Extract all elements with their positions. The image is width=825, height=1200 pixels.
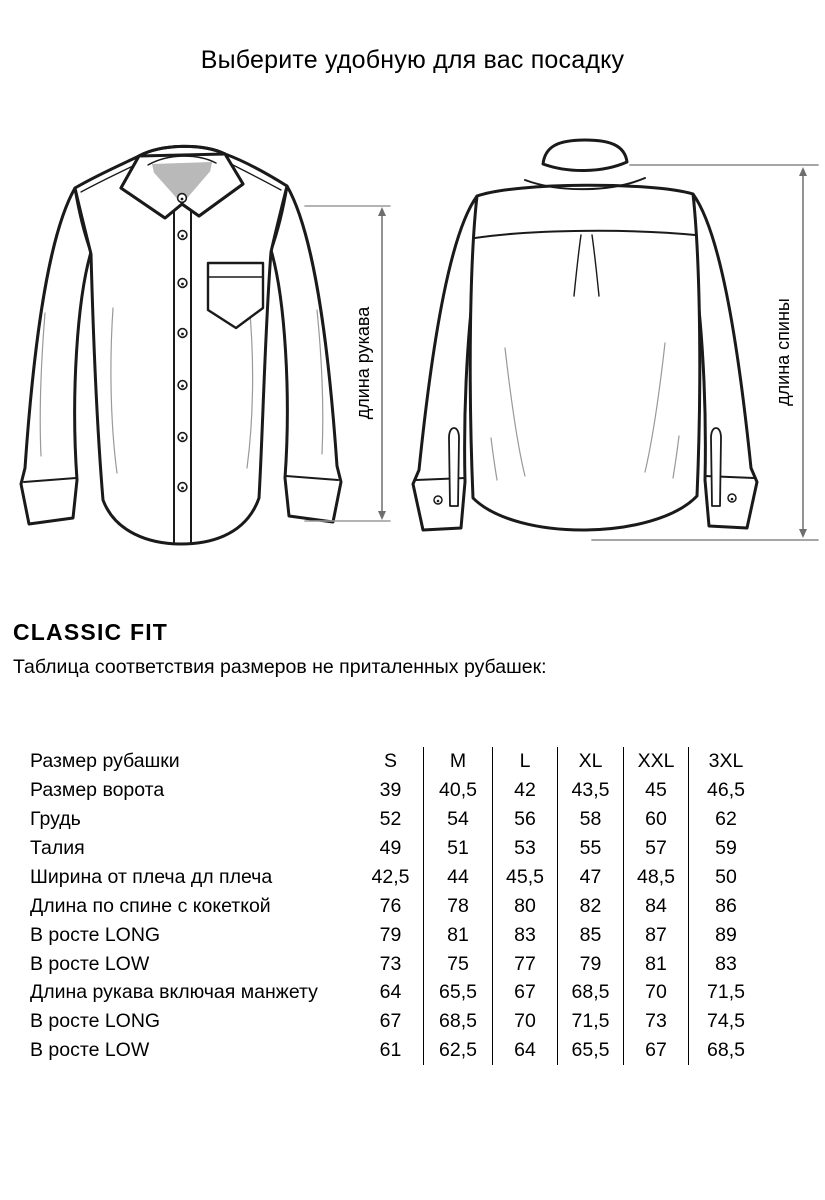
table-row — [30, 1036, 763, 1065]
cell: 65,5 — [423, 979, 492, 1008]
cell: 45 — [623, 776, 688, 805]
row-label: В росте LONG — [30, 923, 161, 946]
section-subtitle: Таблица соответствия размеров не приталенных рубашек: — [13, 656, 547, 678]
shirt-front-drawing — [21, 146, 341, 544]
size-header-s: S — [383, 749, 397, 772]
cell: 40,5 — [423, 776, 492, 805]
cell: 43,5 — [557, 776, 623, 805]
cell: 75 — [423, 950, 492, 979]
row-label: В росте LOW — [30, 952, 150, 975]
arrow-up-icon — [799, 167, 807, 176]
cell: 48,5 — [623, 863, 688, 892]
row-label: Длина по спине с кокеткой — [30, 894, 271, 917]
cell: 62,5 — [423, 1036, 492, 1065]
cell: 68,5 — [557, 979, 623, 1008]
cell: 89 — [688, 921, 763, 950]
cell: 49 — [379, 836, 402, 859]
cell: 61 — [379, 1039, 402, 1062]
front-dimension-label: длина рукава — [353, 306, 373, 420]
cell: 77 — [492, 950, 557, 979]
row-label: Ширина от плеча дл плеча — [30, 865, 273, 888]
cell: 67 — [379, 1010, 402, 1033]
cell: 87 — [623, 921, 688, 950]
table-row — [30, 805, 763, 834]
cell: 67 — [492, 979, 557, 1008]
cell: 44 — [423, 863, 492, 892]
cell: 68,5 — [423, 1007, 492, 1036]
size-table — [30, 747, 763, 1065]
cell: 73 — [379, 952, 402, 975]
cell: 60 — [623, 805, 688, 834]
table-row — [30, 979, 763, 1008]
cell: 68,5 — [688, 1036, 763, 1065]
cell: 76 — [379, 894, 402, 917]
back-dimension-label: длина спины — [773, 298, 793, 406]
cell: 50 — [688, 863, 763, 892]
size-header-xl: XL — [557, 747, 623, 776]
cell: 46,5 — [688, 776, 763, 805]
cell: 73 — [623, 1007, 688, 1036]
table-row — [30, 921, 763, 950]
cell: 74,5 — [688, 1007, 763, 1036]
cell: 65,5 — [557, 1036, 623, 1065]
cell: 85 — [557, 921, 623, 950]
section-heading: CLASSIC FIT — [13, 619, 169, 645]
cell: 64 — [379, 981, 402, 1004]
cell: 67 — [623, 1036, 688, 1065]
cell: 81 — [423, 921, 492, 950]
cell: 56 — [492, 805, 557, 834]
row-label: В росте LOW — [30, 1039, 150, 1062]
cell: 82 — [557, 892, 623, 921]
shirt-back-drawing — [413, 140, 757, 530]
row-label: Талия — [30, 836, 85, 859]
cell: 64 — [492, 1036, 557, 1065]
cell: 62 — [688, 805, 763, 834]
cell: 83 — [688, 950, 763, 979]
cell: 80 — [492, 892, 557, 921]
cell: 58 — [557, 805, 623, 834]
cell: 54 — [423, 805, 492, 834]
cell: 52 — [379, 807, 402, 830]
cell: 79 — [379, 923, 402, 946]
size-header-xxl: XXL — [623, 747, 688, 776]
row-label: Грудь — [30, 807, 81, 830]
arrow-down-icon — [799, 529, 807, 538]
table-row — [30, 863, 763, 892]
page-title: Выберите удобную для вас посадку — [200, 46, 625, 74]
cell: 70 — [492, 1007, 557, 1036]
cell: 42 — [492, 776, 557, 805]
cell: 39 — [379, 778, 402, 801]
cell: 70 — [623, 979, 688, 1008]
cell: 51 — [423, 834, 492, 863]
cell: 81 — [623, 950, 688, 979]
table-row — [30, 834, 763, 863]
table-row — [30, 892, 763, 921]
cell: 55 — [557, 834, 623, 863]
shirt-figure — [0, 120, 825, 590]
cell: 84 — [623, 892, 688, 921]
table-row — [30, 1007, 763, 1036]
table-row — [30, 950, 763, 979]
cell: 71,5 — [688, 979, 763, 1008]
cell: 53 — [492, 834, 557, 863]
row-label: Длина рукава включая манжету — [30, 981, 318, 1004]
cell: 59 — [688, 834, 763, 863]
cell: 47 — [557, 863, 623, 892]
cell: 71,5 — [557, 1007, 623, 1036]
table-row — [30, 776, 763, 805]
row-label: Размер рубашки — [30, 749, 180, 772]
row-label: Размер ворота — [30, 778, 165, 801]
size-header-l: L — [492, 747, 557, 776]
cell: 78 — [423, 892, 492, 921]
arrow-up-icon — [378, 207, 386, 216]
cell: 57 — [623, 834, 688, 863]
size-header-m: M — [423, 747, 492, 776]
cell: 86 — [688, 892, 763, 921]
cell: 83 — [492, 921, 557, 950]
table-header-row — [30, 747, 763, 776]
row-label: В росте LONG — [30, 1010, 161, 1033]
cell: 45,5 — [492, 863, 557, 892]
size-header-3xl: 3XL — [688, 747, 763, 776]
cell: 79 — [557, 950, 623, 979]
arrow-down-icon — [378, 511, 386, 520]
cell: 42,5 — [371, 865, 410, 888]
